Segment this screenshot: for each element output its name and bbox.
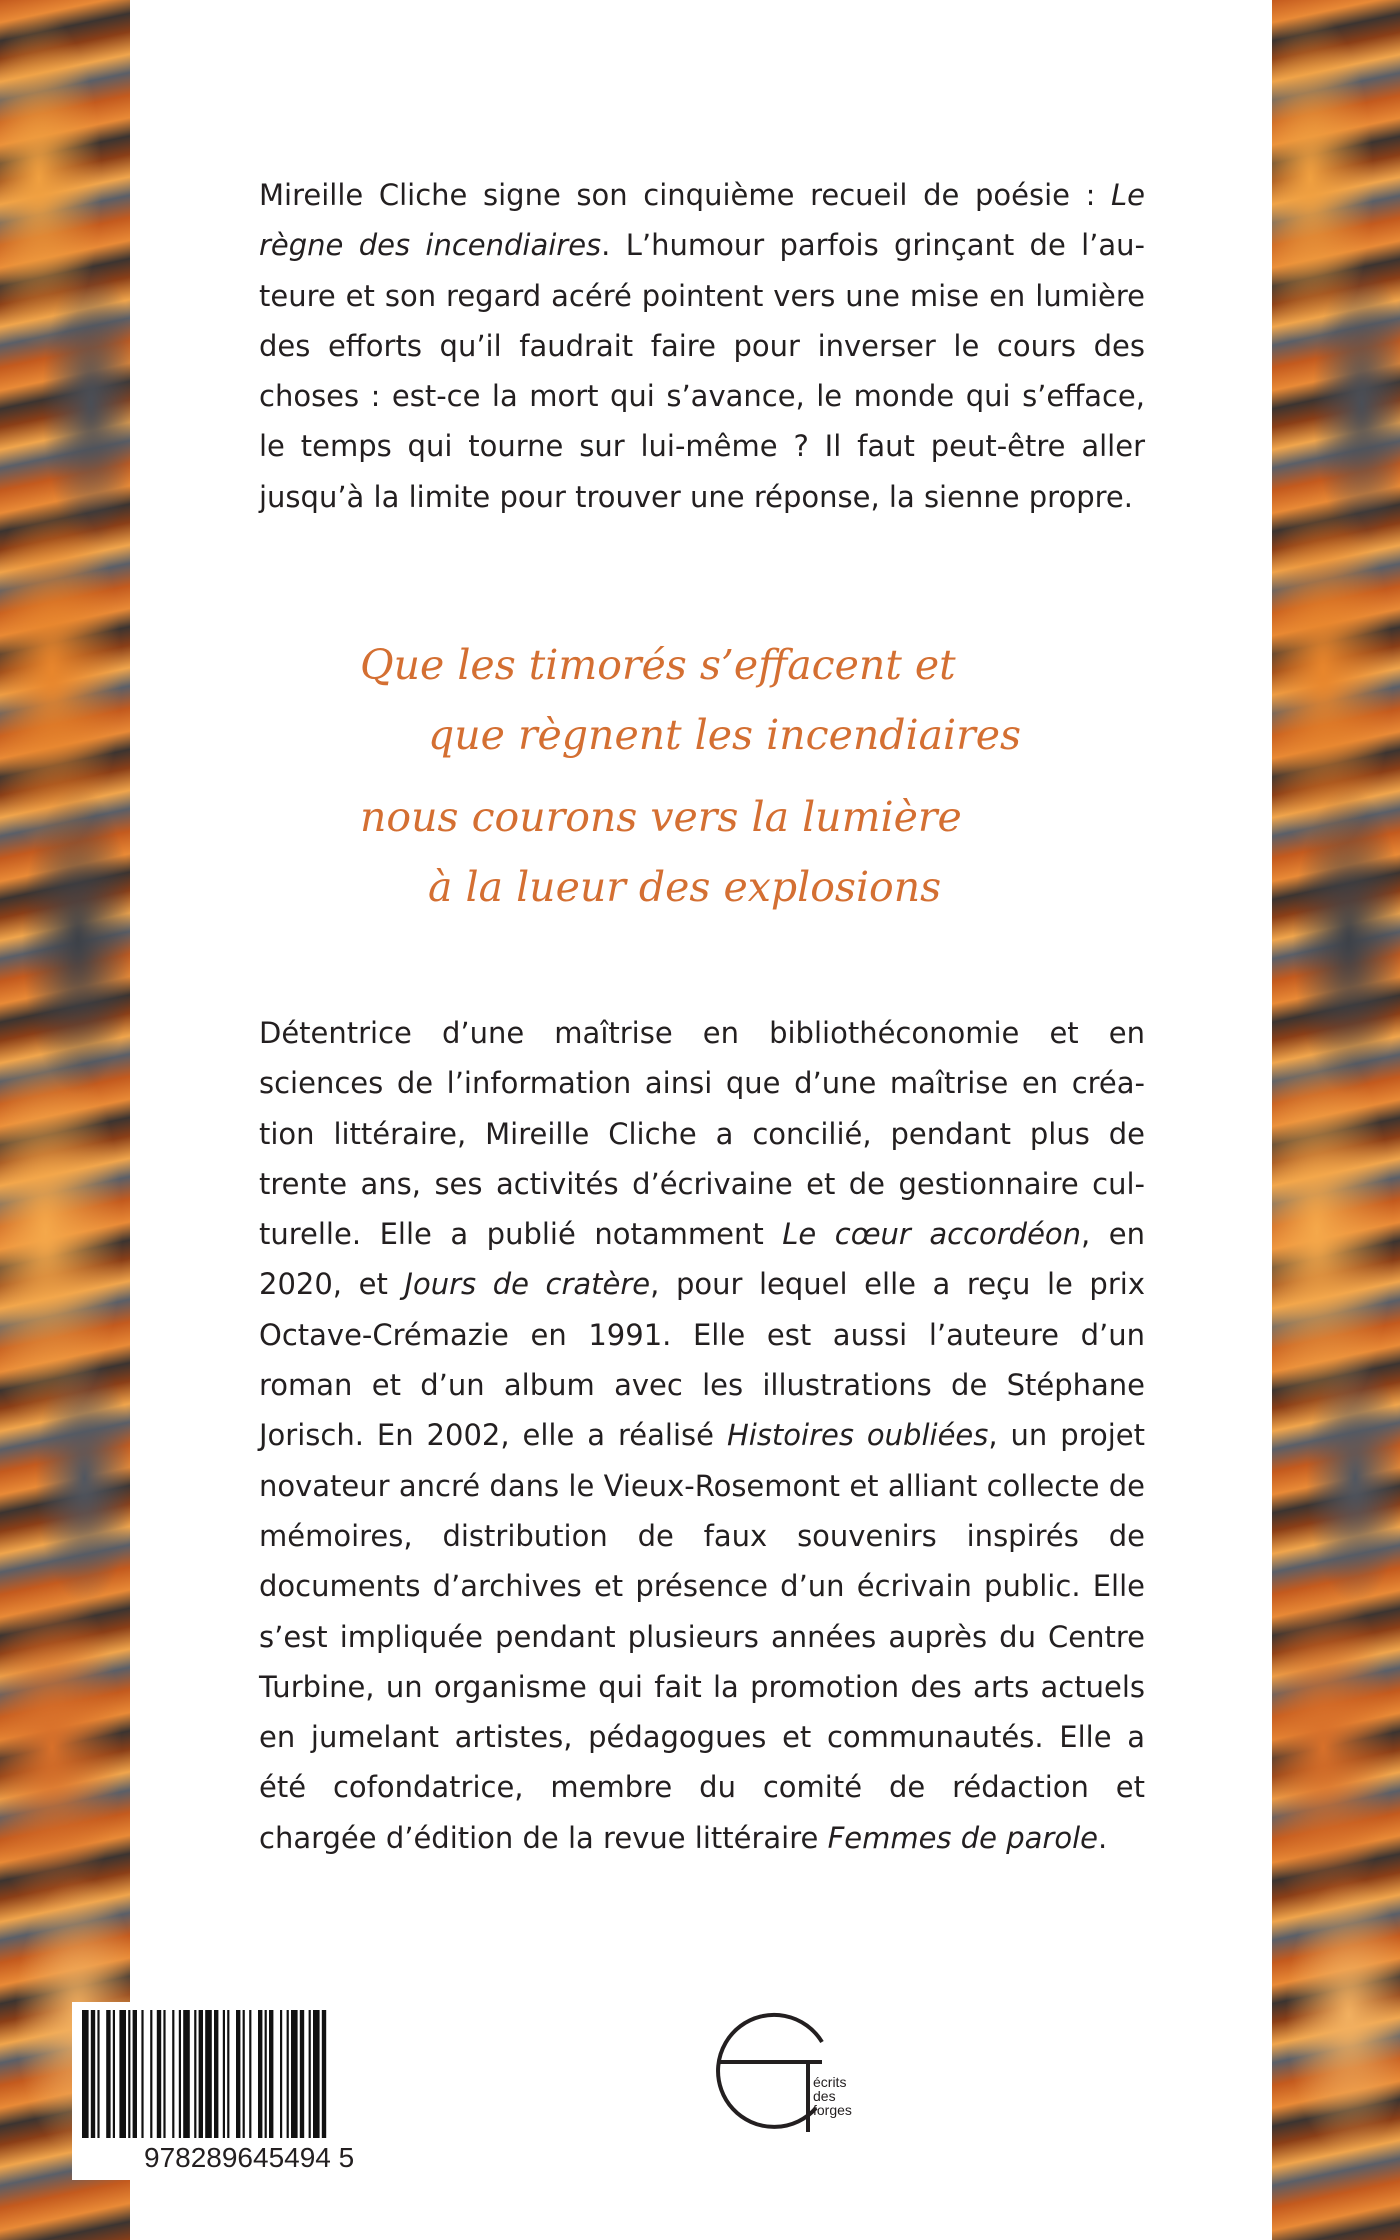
barcode-bar <box>97 2010 99 2138</box>
bio-text-5: . <box>1097 1820 1108 1855</box>
description-text-1: Mireille Cliche signe son cinquième recueil de poésie : <box>259 178 1111 212</box>
bio-book-1: Le cœur accordéon <box>782 1217 1082 1252</box>
description-text-2: . L’humour parfois grinçant de l’auteure et son regard acéré pointent vers une mise en lumière des efforts qu’il faudrait faire pour inverser le cours des choses : est-ce la mort qui s’avance, le monde qui s’efface, le temps qui tourne sur lui-même ? Il faut peut-être aller jusqu’à la limite pour trouver une réponse, la sienne propre. <box>259 228 1146 514</box>
poem-line-2: que règnent les incendiaires <box>428 711 1022 759</box>
barcode-bar <box>91 2010 95 2138</box>
barcode-bar <box>133 2010 137 2138</box>
poem-line-1: Que les timorés s’effacent et <box>360 641 956 689</box>
barcode-bar <box>243 2010 245 2138</box>
barcode-bar <box>265 2010 267 2138</box>
barcode-bar <box>309 2010 311 2138</box>
book-title-italic: Le règne des incendiaires <box>259 178 1145 263</box>
barcode-bar <box>163 2010 165 2138</box>
bio-text-2: , en 2020, et <box>259 1217 1145 1302</box>
bio-text-4: , un projet novateur ancré dans le Vieux-Rosemont et alliant collecte de mémoires, distribution de faux souvenirs inspirés de documents d’archives et présence d’un écrivain public. Elle s’est impliquée pendant plusieurs années auprès du Centre Turbine, un organisme qui fait la promotion des arts actuels en jumelant artistes, pédagogues et communautés. Elle a été cofondatrice, membre du comité de rédaction et chargée d’édition de la revue littéraire <box>259 1418 1145 1855</box>
bio-text-1: Détentrice d’une maîtrise en bibliothéconomie et en sciences de l’information ainsi que d’une maîtrise en création littéraire, Mireille Cliche a concilié, pendant plus de trente ans, ses activités d’écrivaine et de gestionnaire culturelle. Elle a publié notamment <box>259 1016 1145 1252</box>
barcode-bar <box>322 2010 326 2138</box>
barcode-bar <box>172 2010 174 2138</box>
poem-excerpt <box>360 630 1080 922</box>
bio-journal: Femmes de parole <box>827 1820 1098 1855</box>
barcode-bar <box>106 2010 110 2138</box>
barcode-bars <box>80 2010 410 2140</box>
publisher-logo-icon <box>704 2000 834 2140</box>
marbled-border-left <box>0 0 130 2240</box>
publisher-line-2: des <box>813 2088 836 2104</box>
barcode-bar <box>249 2010 251 2138</box>
poem-line-3: nous courons vers la lumière <box>360 793 962 841</box>
author-biography <box>259 1008 1145 1863</box>
barcode-bar <box>205 2010 212 2138</box>
barcode-bar <box>82 2010 89 2138</box>
barcode-bar <box>128 2010 130 2138</box>
bio-book-3: Histoires oubliées <box>726 1418 989 1453</box>
barcode-bar <box>280 2010 282 2138</box>
isbn-number: 978289645494 5 <box>72 2138 420 2178</box>
barcode-bar <box>194 2010 196 2138</box>
barcode-bar <box>300 2010 304 2138</box>
barcode-bar <box>113 2010 115 2138</box>
barcode-bar <box>141 2010 143 2138</box>
barcode-bar <box>199 2010 203 2138</box>
barcode-bar <box>157 2010 161 2138</box>
barcode-bar <box>150 2010 152 2138</box>
barcode-bar <box>179 2010 181 2138</box>
publisher-line-1: écrits <box>813 2074 847 2090</box>
barcode-bar <box>287 2010 289 2138</box>
barcode-bar <box>291 2010 298 2138</box>
description-paragraph <box>259 170 1145 522</box>
barcode-bar <box>227 2010 229 2138</box>
barcode-bar <box>258 2010 262 2138</box>
publisher-line-3: forges <box>813 2102 852 2118</box>
publisher-name <box>813 2075 873 2117</box>
barcode-bar <box>269 2010 273 2138</box>
barcode-bar <box>223 2010 225 2138</box>
marbled-border-right <box>1272 0 1400 2240</box>
bio-book-2: Jours de cratère <box>404 1267 651 1302</box>
bio-text-3: , pour lequel elle a reçu le prix Octave-Crémazie en 1991. Elle est aussi l’auteure d’un roman et d’un album avec les illustrations de Stéphane Jorisch. En 2002, elle a réalisé <box>259 1267 1145 1453</box>
barcode-bar <box>214 2010 218 2138</box>
poem-line-4: à la lueur des explosions <box>428 863 942 911</box>
barcode-bar <box>183 2010 190 2138</box>
barcode-bar <box>119 2010 126 2138</box>
barcode-bar <box>313 2010 320 2138</box>
barcode-bar <box>236 2010 240 2138</box>
